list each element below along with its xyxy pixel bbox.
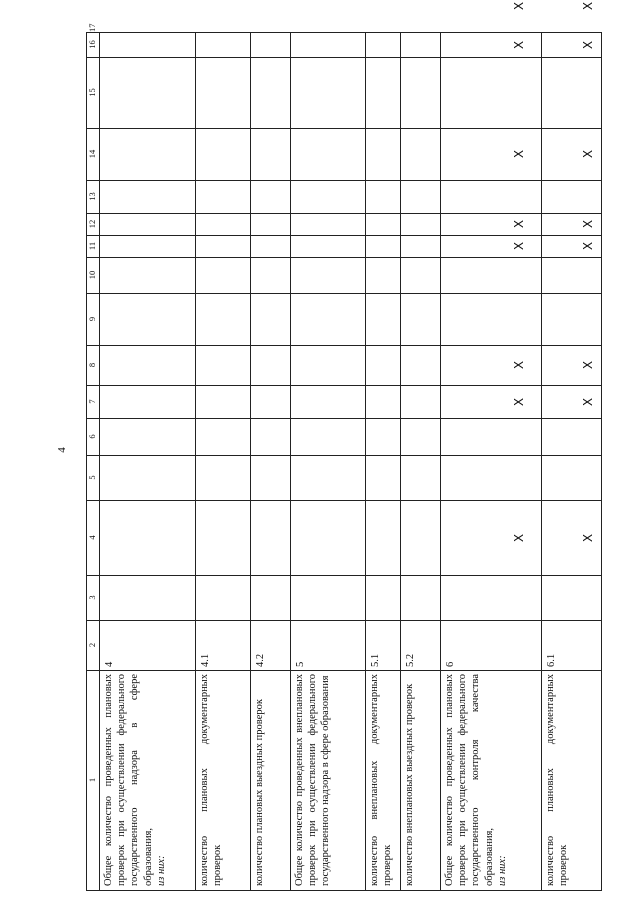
row-divider	[440, 32, 441, 890]
row-label	[443, 674, 509, 886]
row-label-text: Общее количество проведенных плановых проверок при осуществлении федерального государственного надзора в сфере образования,	[103, 674, 154, 886]
x-mark: X	[580, 360, 595, 370]
row-code: 5	[295, 661, 306, 667]
column-number-1: 1	[87, 777, 97, 783]
column-number-13: 13	[87, 192, 97, 201]
column-number-16: 16	[87, 40, 97, 49]
column-number-9: 9	[87, 316, 97, 322]
row-label-text: количество плановых документарных проверок	[545, 674, 570, 886]
row-label-text: количество плановых выездных проверок	[254, 699, 265, 886]
row-label	[102, 674, 168, 886]
column-number-12: 12	[87, 219, 97, 229]
row-sublabel: из них:	[496, 855, 508, 886]
column-number-11: 11	[87, 241, 97, 251]
column-number-8: 8	[87, 362, 97, 368]
column-divider	[86, 57, 602, 58]
x-mark: X	[580, 241, 595, 251]
column-divider	[86, 180, 602, 181]
x-mark: X	[511, 219, 526, 229]
row-divider	[400, 32, 401, 890]
row-label	[403, 674, 416, 886]
row-code: 4.2	[255, 653, 266, 667]
row-label-text: количество внеплановых документарных проверок	[369, 674, 394, 886]
x-mark: X	[511, 533, 526, 542]
column-divider	[86, 620, 602, 621]
column-divider	[86, 500, 602, 501]
x-mark: X	[580, 397, 595, 406]
column-number-17: 17	[87, 23, 97, 32]
column-divider	[86, 128, 602, 129]
column-divider	[86, 418, 602, 419]
column-number-6: 6	[87, 434, 97, 439]
row-divider	[195, 32, 196, 890]
column-divider	[86, 213, 602, 214]
row-code: 6.1	[546, 653, 557, 667]
column-divider	[86, 293, 602, 294]
column-number-10: 10	[87, 270, 97, 280]
x-mark: X	[511, 40, 526, 49]
row-label	[198, 674, 224, 886]
row-label-text: Общее количество проведенных внеплановых проверок при осуществлении федерального государственного надзора в сфере образования	[294, 674, 332, 886]
column-number-4: 4	[87, 535, 97, 540]
x-mark: X	[511, 1, 526, 11]
x-mark: X	[580, 149, 595, 159]
row-label-text: количество внеплановых выездных проверок	[404, 683, 415, 886]
row-divider	[290, 32, 291, 890]
row-label	[293, 674, 333, 886]
column-divider	[86, 575, 602, 576]
x-mark: X	[511, 397, 526, 406]
row-label-text: количество плановых документарных проверок	[199, 674, 224, 886]
row-divider	[99, 32, 100, 890]
row-code: 4	[104, 661, 115, 667]
row-code: 5.1	[370, 653, 381, 667]
row-code: 4.1	[200, 653, 211, 667]
row-label	[253, 674, 266, 886]
column-divider	[86, 235, 602, 236]
column-number-3: 3	[87, 595, 97, 600]
row-label	[544, 674, 570, 886]
x-mark: X	[580, 219, 595, 229]
x-mark: X	[511, 241, 526, 251]
column-divider	[86, 455, 602, 456]
x-mark: X	[511, 360, 526, 370]
column-divider	[86, 670, 602, 671]
column-divider	[86, 385, 602, 386]
column-number-15: 15	[87, 88, 97, 97]
column-number-14: 14	[87, 149, 97, 159]
x-mark: X	[580, 533, 595, 542]
row-code: 6	[445, 661, 456, 667]
row-divider	[250, 32, 251, 890]
column-divider	[86, 32, 602, 33]
x-mark: X	[580, 1, 595, 11]
row-label	[368, 674, 394, 886]
column-divider	[86, 890, 602, 891]
row-divider	[365, 32, 366, 890]
column-divider	[86, 345, 602, 346]
row-divider	[601, 32, 602, 890]
column-divider	[86, 257, 602, 258]
column-number-2: 2	[87, 642, 97, 648]
row-label-text: Общее количество проведенных плановых проверок при осуществлении федерального государственного контроля качества образования,	[444, 674, 495, 886]
row-divider	[541, 32, 542, 890]
column-number-5: 5	[87, 475, 97, 480]
x-mark: X	[511, 149, 526, 159]
row-sublabel: из них:	[155, 855, 167, 886]
row-code: 5.2	[405, 653, 416, 667]
column-number-7: 7	[87, 399, 97, 404]
x-mark: X	[580, 40, 595, 49]
page-number: 4	[56, 447, 68, 453]
